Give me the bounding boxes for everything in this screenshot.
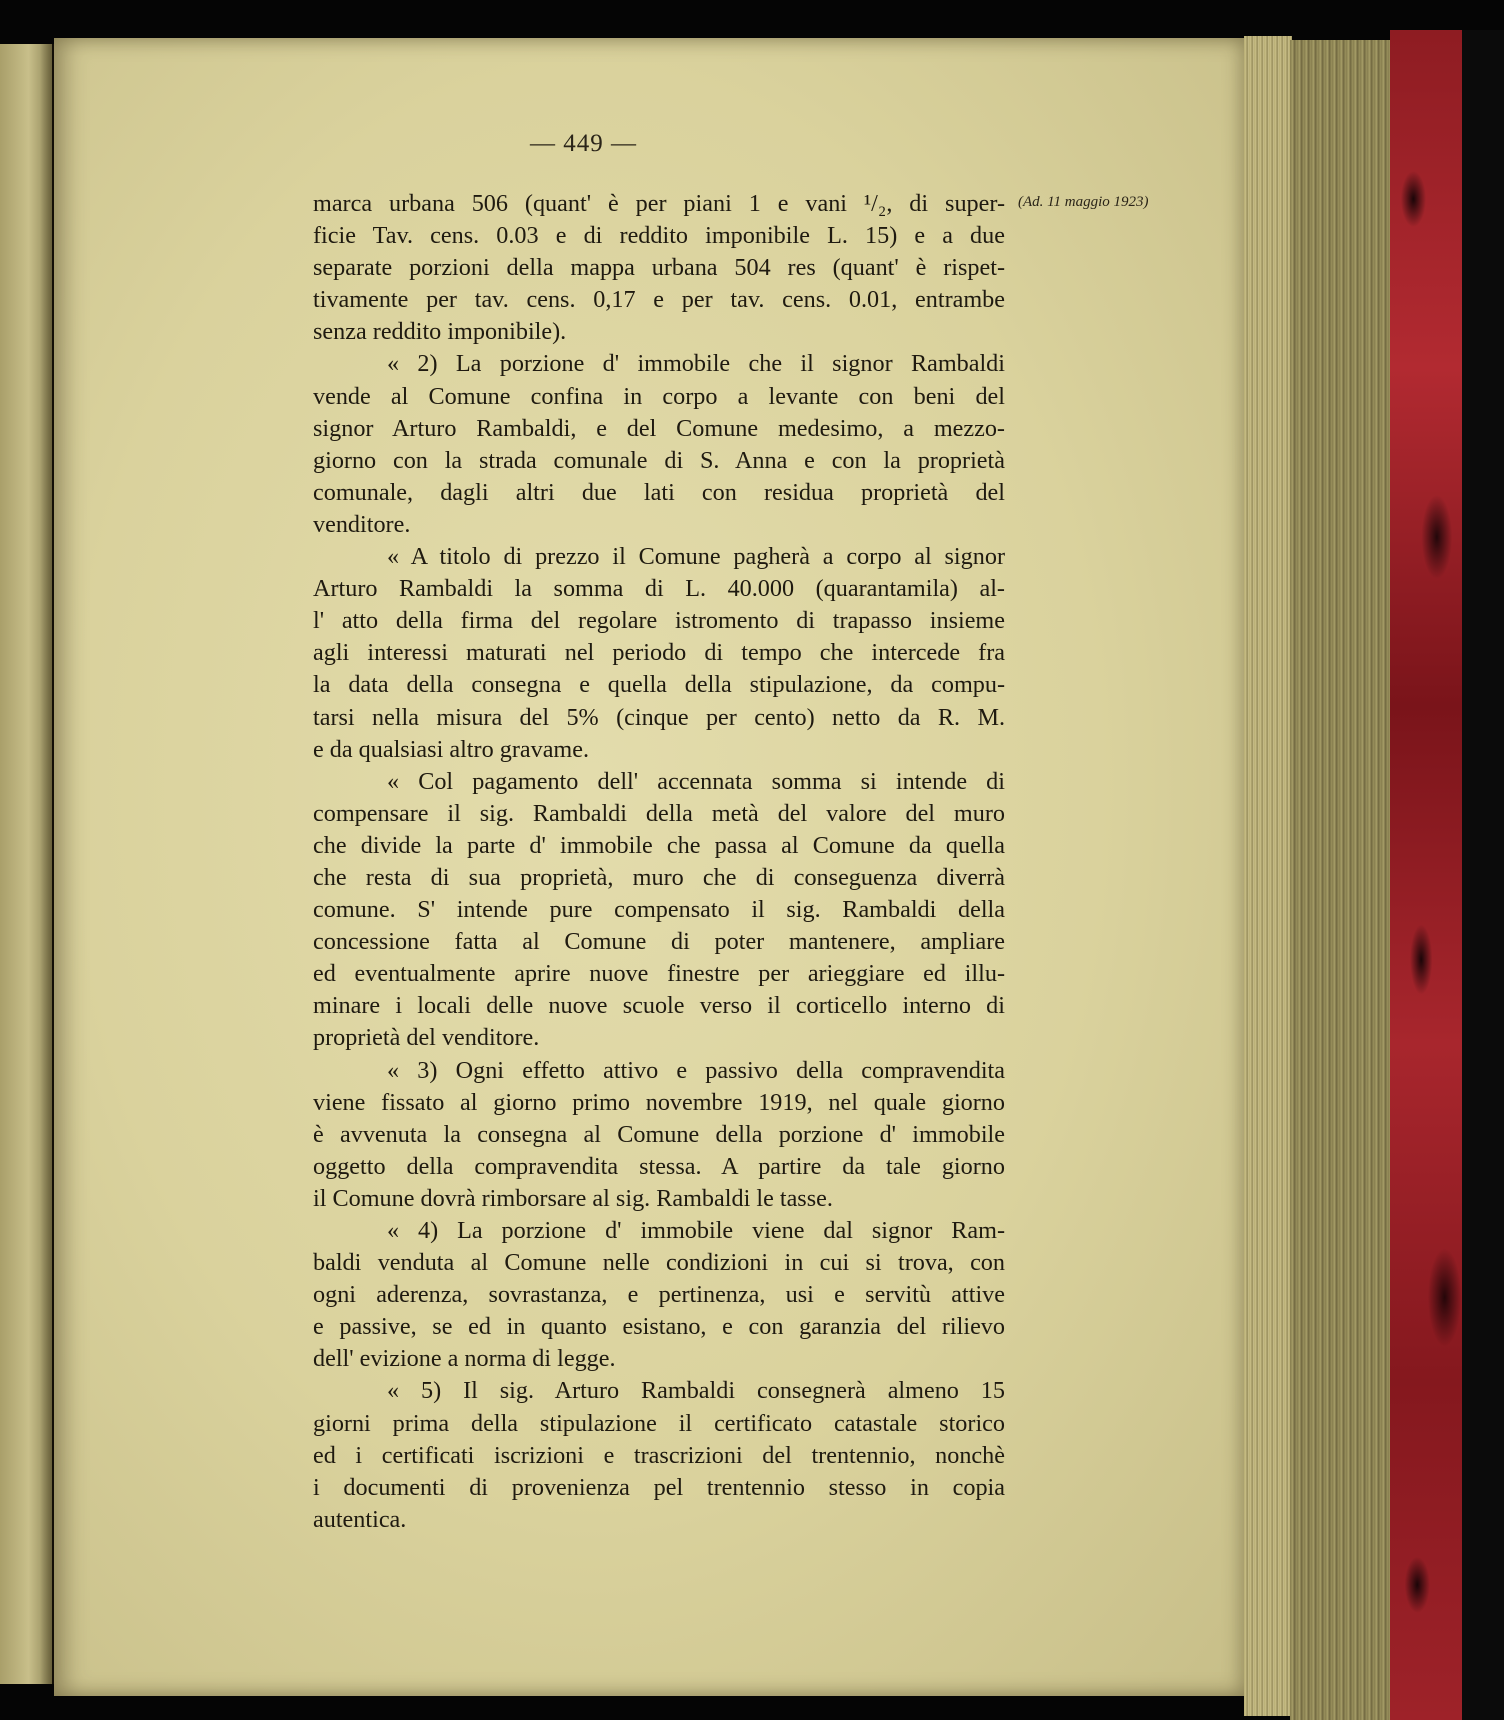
text-line: « Col pagamento dell' accennata somma si intende di — [387, 767, 1005, 795]
body-text — [313, 188, 1005, 1536]
page-stack-edge — [1244, 36, 1292, 1716]
text-line: giorno con la strada comunale di S. Anna e con la proprietà — [313, 446, 1005, 474]
text-line: vende al Comune confina in corpo a levante con beni del — [313, 382, 1005, 410]
text-line: « 3) Ogni effetto attivo e passivo della compravendita — [387, 1056, 1005, 1084]
text-line: minare i locali delle nuove scuole verso il corticello interno di — [313, 992, 1005, 1020]
text-line: proprietà del venditore. — [313, 1024, 540, 1052]
page-number: — 449 — — [530, 130, 637, 157]
text-line: è avvenuta la consegna al Comune della porzione d' immobile — [313, 1120, 1005, 1148]
text-line: baldi venduta al Comune nelle condizioni in cui si trova, con — [313, 1249, 1005, 1277]
text-line: la data della consegna e quella della stipulazione, da compu- — [313, 671, 1005, 699]
text-line: ed eventualmente aprire nuove finestre per arieggiare ed illu- — [313, 960, 1005, 988]
marbled-binding — [1390, 30, 1468, 1720]
text-line: agli interessi maturati nel periodo di tempo che intercede fra — [313, 639, 1005, 667]
text-line: venditore. — [313, 510, 411, 538]
scan-border — [1462, 30, 1504, 1720]
text-line: comunale, dagli altri due lati con residua proprietà del — [313, 478, 1005, 506]
text-line: oggetto della compravendita stessa. A partire da tale giorno — [313, 1152, 1005, 1180]
text-line: « 5) Il sig. Arturo Rambaldi consegnerà almeno 15 — [387, 1377, 1005, 1405]
text-line: ed i certificati iscrizioni e trascrizioni del trentennio, nonchè — [313, 1441, 1005, 1469]
text-line: separate porzioni della mappa urbana 504 res (quant' è rispet- — [313, 254, 1005, 282]
text-line: compensare il sig. Rambaldi della metà del valore del muro — [313, 799, 1005, 827]
text-line: concessione fatta al Comune di poter mantenere, ampliare — [313, 928, 1005, 956]
text-line: « A titolo di prezzo il Comune pagherà a corpo al signor — [387, 543, 1005, 571]
text-line: « 4) La porzione d' immobile viene dal signor Ram- — [387, 1217, 1005, 1244]
text-line: che divide la parte d' immobile che passa al Comune da quella — [313, 831, 1005, 859]
text-line: e passive, se ed in quanto esistano, e con garanzia del rilievo — [313, 1313, 1005, 1341]
text-line: signor Arturo Rambaldi, e del Comune medesimo, a mezzo- — [313, 414, 1005, 442]
text-line: giorni prima della stipulazione il certificato catastale storico — [313, 1409, 1005, 1437]
text-line: comune. S' intende pure compensato il sig. Rambaldi della — [313, 896, 1005, 924]
text-line: ogni aderenza, sovrastanza, e pertinenza, usi e servitù attive — [313, 1281, 1005, 1309]
text-line: l' atto della firma del regolare istromento di trapasso insieme — [313, 607, 1005, 635]
text-line: tivamente per tav. cens. 0,17 e per tav. cens. 0.01, entrambe — [313, 286, 1005, 314]
text-line: viene fissato al giorno primo novembre 1919, nel quale giorno — [313, 1088, 1005, 1116]
margin-date-note: (Ad. 11 maggio 1923) — [1018, 194, 1149, 210]
text-line: « 2) La porzione d' immobile che il signor Rambaldi — [387, 350, 1005, 378]
text-line: Arturo Rambaldi la somma di L. 40.000 (quarantamila) al- — [313, 575, 1005, 603]
text-line: che resta di sua proprietà, muro che di conseguenza diverrà — [313, 863, 1005, 891]
text-line: marca urbana 506 (quant' è per piani 1 e vani ¹/₂, di super- — [313, 190, 1005, 217]
text-line: i documenti di provenienza pel trentennio stesso in copia — [313, 1473, 1005, 1501]
text-line: dell' evizione a norma di legge. — [313, 1345, 616, 1373]
text-line: il Comune dovrà rimborsare al sig. Rambaldi le tasse. — [313, 1184, 833, 1212]
text-line: autentica. — [313, 1505, 407, 1533]
text-line: senza reddito imponibile). — [313, 318, 567, 346]
page-stack-shadow — [1290, 40, 1390, 1720]
text-line: e da qualsiasi altro gravame. — [313, 735, 590, 763]
text-line: ficie Tav. cens. 0.03 e di reddito imponibile L. 15) e a due — [313, 222, 1005, 250]
text-line: tarsi nella misura del 5% (cinque per cento) netto da R. M. — [313, 703, 1005, 731]
